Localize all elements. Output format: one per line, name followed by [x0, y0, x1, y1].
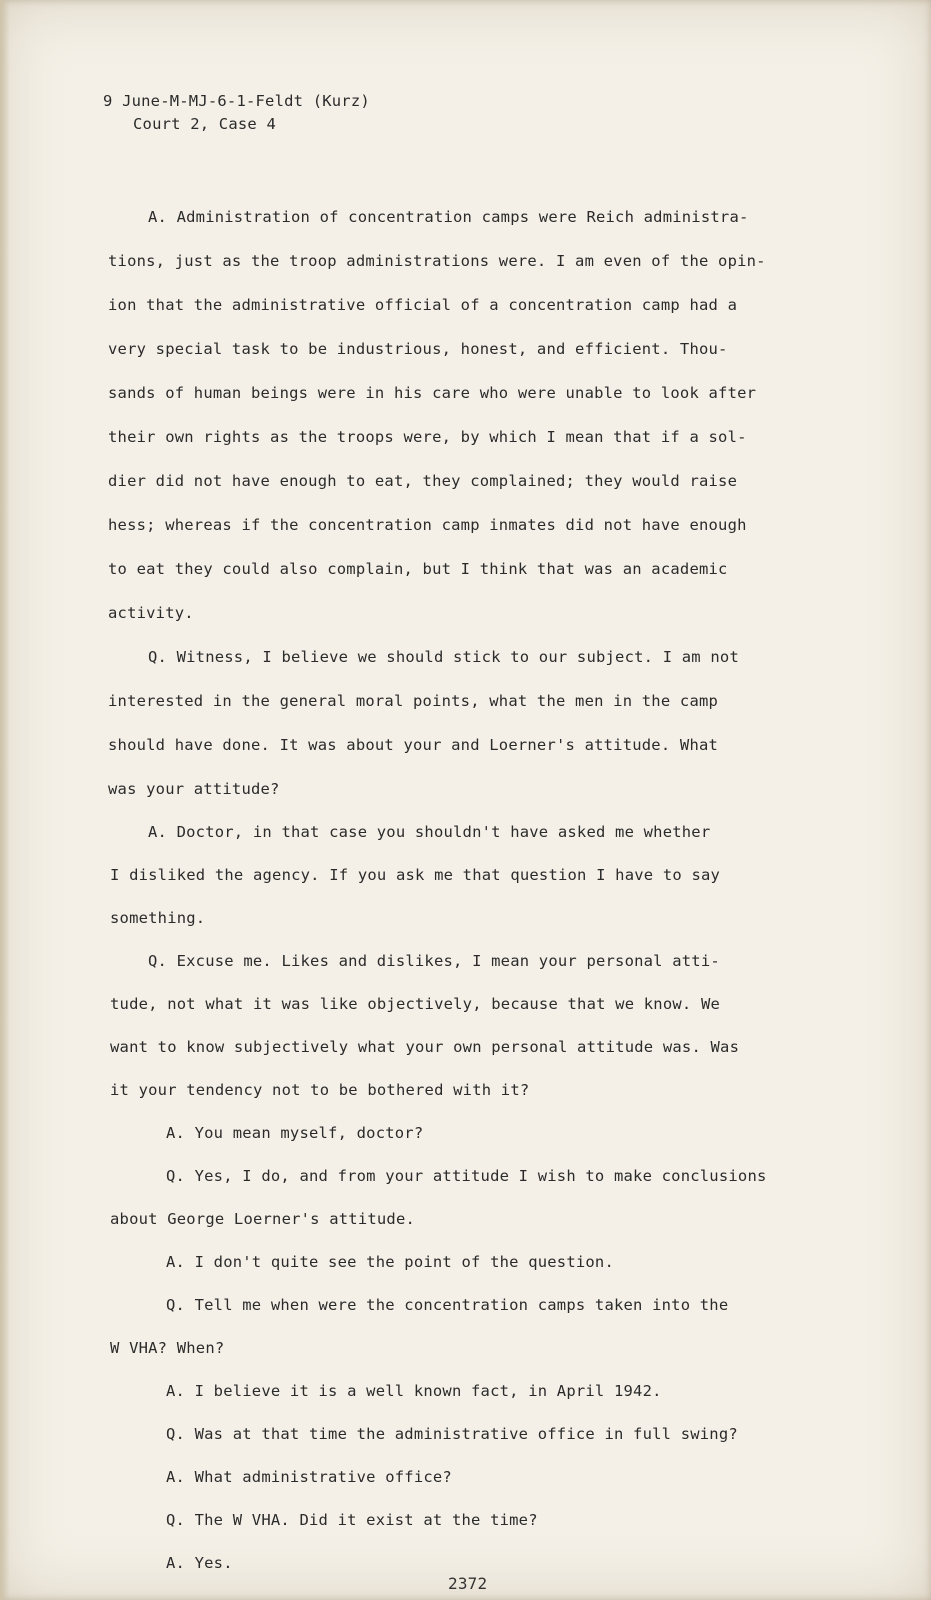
transcript-line: A. Yes. [166, 1554, 233, 1572]
transcript-line: W VHA? When? [110, 1339, 225, 1357]
transcript-line: A. Administration of concentration camps were Reich administra- [148, 208, 749, 226]
transcript-line: A. What administrative office? [166, 1468, 452, 1486]
transcript-line: Q. Yes, I do, and from your attitude I wish to make conclusions [166, 1167, 767, 1185]
transcript-line: A. Doctor, in that case you shouldn't have asked me whether [148, 823, 711, 841]
transcript-line: interested in the general moral points, what the men in the camp [108, 692, 719, 710]
transcript-line: to eat they could also complain, but I think that was an academic [108, 560, 728, 578]
transcript-line: ion that the administrative official of a concentration camp had a [108, 296, 738, 314]
transcript-line: Q. The W VHA. Did it exist at the time? [166, 1511, 538, 1529]
transcript-line: dier did not have enough to eat, they complained; they would raise [108, 472, 738, 490]
transcript-line: Q. Witness, I believe we should stick to our subject. I am not [148, 648, 739, 666]
transcript-line: Q. Was at that time the administrative office in full swing? [166, 1425, 738, 1443]
transcript-line: their own rights as the troops were, by which I mean that if a sol- [108, 428, 747, 446]
transcript-line: A. I believe it is a well known fact, in April 1942. [166, 1382, 662, 1400]
transcript-line: Q. Tell me when were the concentration camps taken into the [166, 1296, 729, 1314]
page-number: 2372 [448, 1574, 488, 1593]
transcript-line: Q. Excuse me. Likes and dislikes, I mean your personal atti- [148, 952, 720, 970]
transcript-line: about George Loerner's attitude. [110, 1210, 416, 1228]
transcript-line: very special task to be industrious, honest, and efficient. Thou- [108, 340, 728, 358]
transcript-line: want to know subjectively what your own personal attitude was. Was [110, 1038, 740, 1056]
transcript-line: was your attitude? [108, 780, 280, 798]
transcript-line: tions, just as the troop administrations were. I am even of the opin- [108, 252, 766, 270]
transcript-line: something. [110, 909, 206, 927]
header-reference: 9 June-M-MJ-6-1-Feldt (Kurz) [103, 92, 370, 110]
header-court-case: Court 2, Case 4 [133, 115, 276, 133]
transcript-line: I disliked the agency. If you ask me that question I have to say [110, 866, 721, 884]
transcript-line: activity. [108, 604, 194, 622]
transcript-line: A. You mean myself, doctor? [166, 1124, 424, 1142]
transcript-line: sands of human beings were in his care who were unable to look after [108, 384, 757, 402]
transcript-line: it your tendency not to be bothered with it? [110, 1081, 530, 1099]
transcript-line: A. I don't quite see the point of the question. [166, 1253, 614, 1271]
page-edge [0, 0, 10, 1600]
transcript-line: should have done. It was about your and Loerner's attitude. What [108, 736, 719, 754]
transcript-line: hess; whereas if the concentration camp inmates did not have enough [108, 516, 747, 534]
transcript-line: tude, not what it was like objectively, because that we know. We [110, 995, 721, 1013]
